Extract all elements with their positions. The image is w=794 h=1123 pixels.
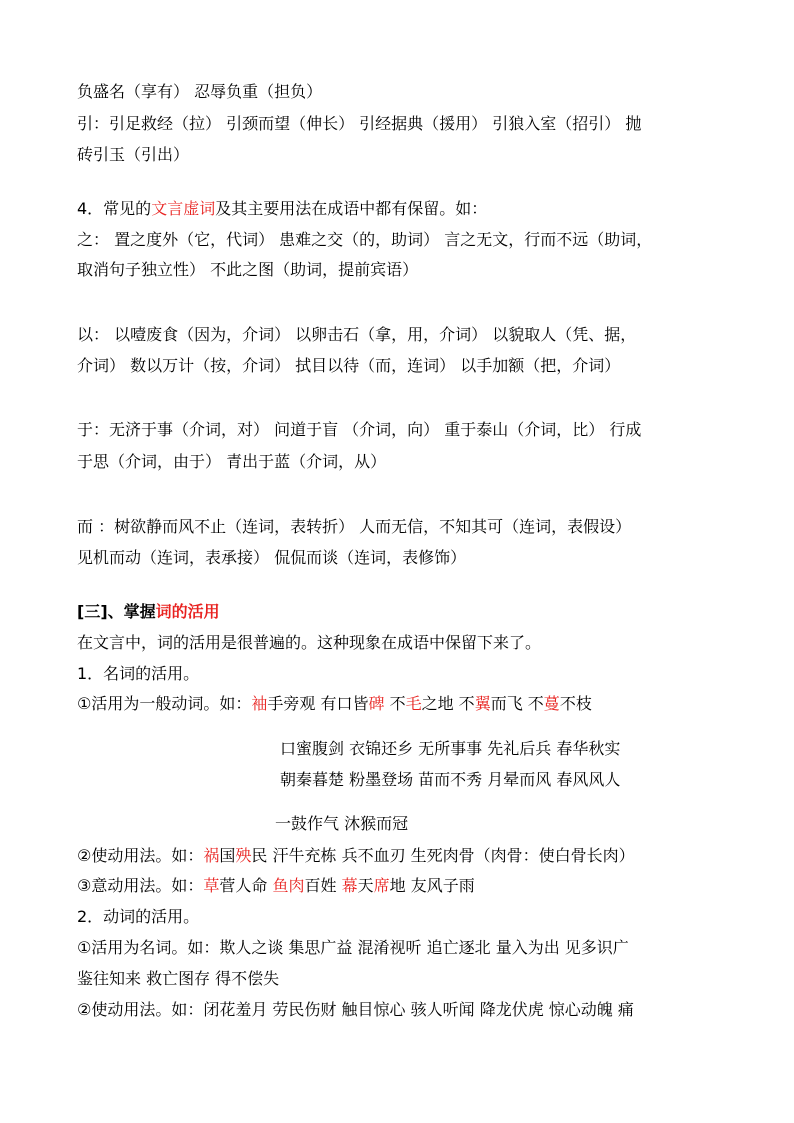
- text-segment: ③意动用法。如：: [77, 876, 204, 895]
- text-segment: 于：无济于事（介词，对） 问道于盲 （介词，向） 重于泰山（介词，比） 行成: [77, 420, 642, 439]
- text-line: [77, 355, 620, 377]
- highlighted-text: 殃: [235, 846, 252, 865]
- text-segment: 砖引玉（引出）: [77, 145, 190, 164]
- text-segment: 1．名词的活用。: [77, 664, 200, 683]
- text-segment: 之地 不: [421, 694, 475, 713]
- text-segment: 之： 置之度外（它，代词） 患难之交（的，助词） 言之无文，行而不远（助词，: [77, 230, 653, 249]
- text-segment: 百姓: [304, 876, 342, 895]
- text-segment: 一鼓作气 沐猴而冠: [275, 814, 409, 833]
- text-segment: 4．常见的: [77, 199, 152, 218]
- highlighted-text: 席: [373, 876, 390, 895]
- text-line: [77, 81, 322, 103]
- text-segment: 民 汗牛充栋 兵不血刃 生死肉骨（肉骨：使白骨长肉）: [251, 846, 635, 865]
- highlighted-text: 翼: [474, 694, 491, 713]
- highlighted-text: 词的活用: [155, 602, 220, 621]
- text-segment: 不: [384, 694, 406, 713]
- highlighted-text: 碑: [368, 694, 385, 713]
- text-line: [77, 113, 641, 135]
- text-segment: 不枝: [559, 694, 592, 713]
- text-line: [77, 229, 652, 251]
- text-segment: [三]、掌握: [77, 602, 156, 621]
- text-segment: ②使动用法。如：: [77, 846, 204, 865]
- text-segment: ①活用为名词。如：欺人之谈 集思广益 混淆视听 追亡逐北 量入为出 见多识广: [77, 938, 629, 957]
- text-line: [77, 259, 418, 281]
- highlighted-text: 蔓: [543, 694, 560, 713]
- text-segment: 而 ：树欲静而风不止（连词，表转折） 人而无信，不知其可（连词，表假设）: [77, 517, 632, 536]
- text-segment: ②使动用法。如：闭花羞月 劳民伤财 触目惊心 骇人听闻 降龙伏虎 惊心动魄 痛: [77, 1000, 634, 1019]
- text-segment: 朝秦暮楚 粉墨登场 苗而不秀 月晕而风 春风风人: [280, 770, 621, 789]
- text-line: [77, 451, 386, 473]
- text-line: [77, 419, 641, 441]
- highlighted-text: 幕: [341, 876, 358, 895]
- text-line: [77, 516, 631, 538]
- text-segment: 鉴往知来 救亡图存 得不偿失: [77, 969, 280, 988]
- text-segment: 介词） 数以万计（按，介词） 拭目以待（而，连词） 以手加额（把，介词）: [77, 356, 621, 375]
- text-line: [280, 738, 620, 760]
- text-segment: 以： 以噎废食（因为，介词） 以卵击石（拿，用，介词） 以貌取人（凭、据，: [77, 325, 637, 344]
- highlighted-text: 草: [203, 876, 220, 895]
- text-line: [77, 875, 475, 897]
- text-line: [77, 198, 487, 220]
- highlighted-text: 鱼肉: [272, 876, 305, 895]
- text-line: [275, 813, 408, 835]
- text-line: [77, 906, 199, 928]
- text-line: [280, 769, 620, 791]
- text-line: [77, 845, 635, 867]
- text-line: [77, 547, 466, 569]
- text-segment: 及其主要用法在成语中都有保留。如：: [215, 199, 488, 218]
- text-line: [77, 144, 189, 166]
- text-line: [77, 937, 629, 959]
- text-segment: 手旁观 有口皆: [267, 694, 369, 713]
- section-heading: [77, 601, 220, 623]
- text-segment: 国: [219, 846, 236, 865]
- highlighted-text: 祸: [203, 846, 220, 865]
- text-line: [77, 999, 634, 1021]
- text-segment: 见机而动（连词，表承接） 侃侃而谈（连词，表修饰）: [77, 548, 467, 567]
- text-segment: 取消句子独立性） 不此之图（助词，提前宾语）: [77, 260, 419, 279]
- text-segment: 负盛名（享有） 忍辱负重（担负）: [77, 82, 323, 101]
- text-line: [77, 693, 592, 715]
- text-segment: 地 友风子雨: [389, 876, 475, 895]
- text-segment: 菅人命: [219, 876, 273, 895]
- text-segment: 引：引足救经（拉） 引颈而望（伸长） 引经据典（援用） 引狼入室（招引） 抛: [77, 114, 642, 133]
- text-line: [77, 663, 199, 685]
- text-segment: 在文言中，词的活用是很普遍的。这种现象在成语中保留下来了。: [77, 633, 542, 652]
- text-segment: ①活用为一般动词。如：: [77, 694, 252, 713]
- text-line: [77, 968, 279, 990]
- highlighted-text: 毛: [405, 694, 422, 713]
- text-line: [77, 324, 636, 346]
- text-line: [77, 632, 541, 654]
- text-segment: 口蜜腹剑 衣锦还乡 无所事事 先礼后兵 春华秋实: [280, 739, 621, 758]
- text-segment: 2．动词的活用。: [77, 907, 200, 926]
- text-segment: 而飞 不: [490, 694, 544, 713]
- text-segment: 于思（介词，由于） 青出于蓝（介词，从）: [77, 452, 387, 471]
- highlighted-text: 袖: [251, 694, 268, 713]
- text-segment: 天: [357, 876, 374, 895]
- highlighted-text: 文言虚词: [151, 199, 216, 218]
